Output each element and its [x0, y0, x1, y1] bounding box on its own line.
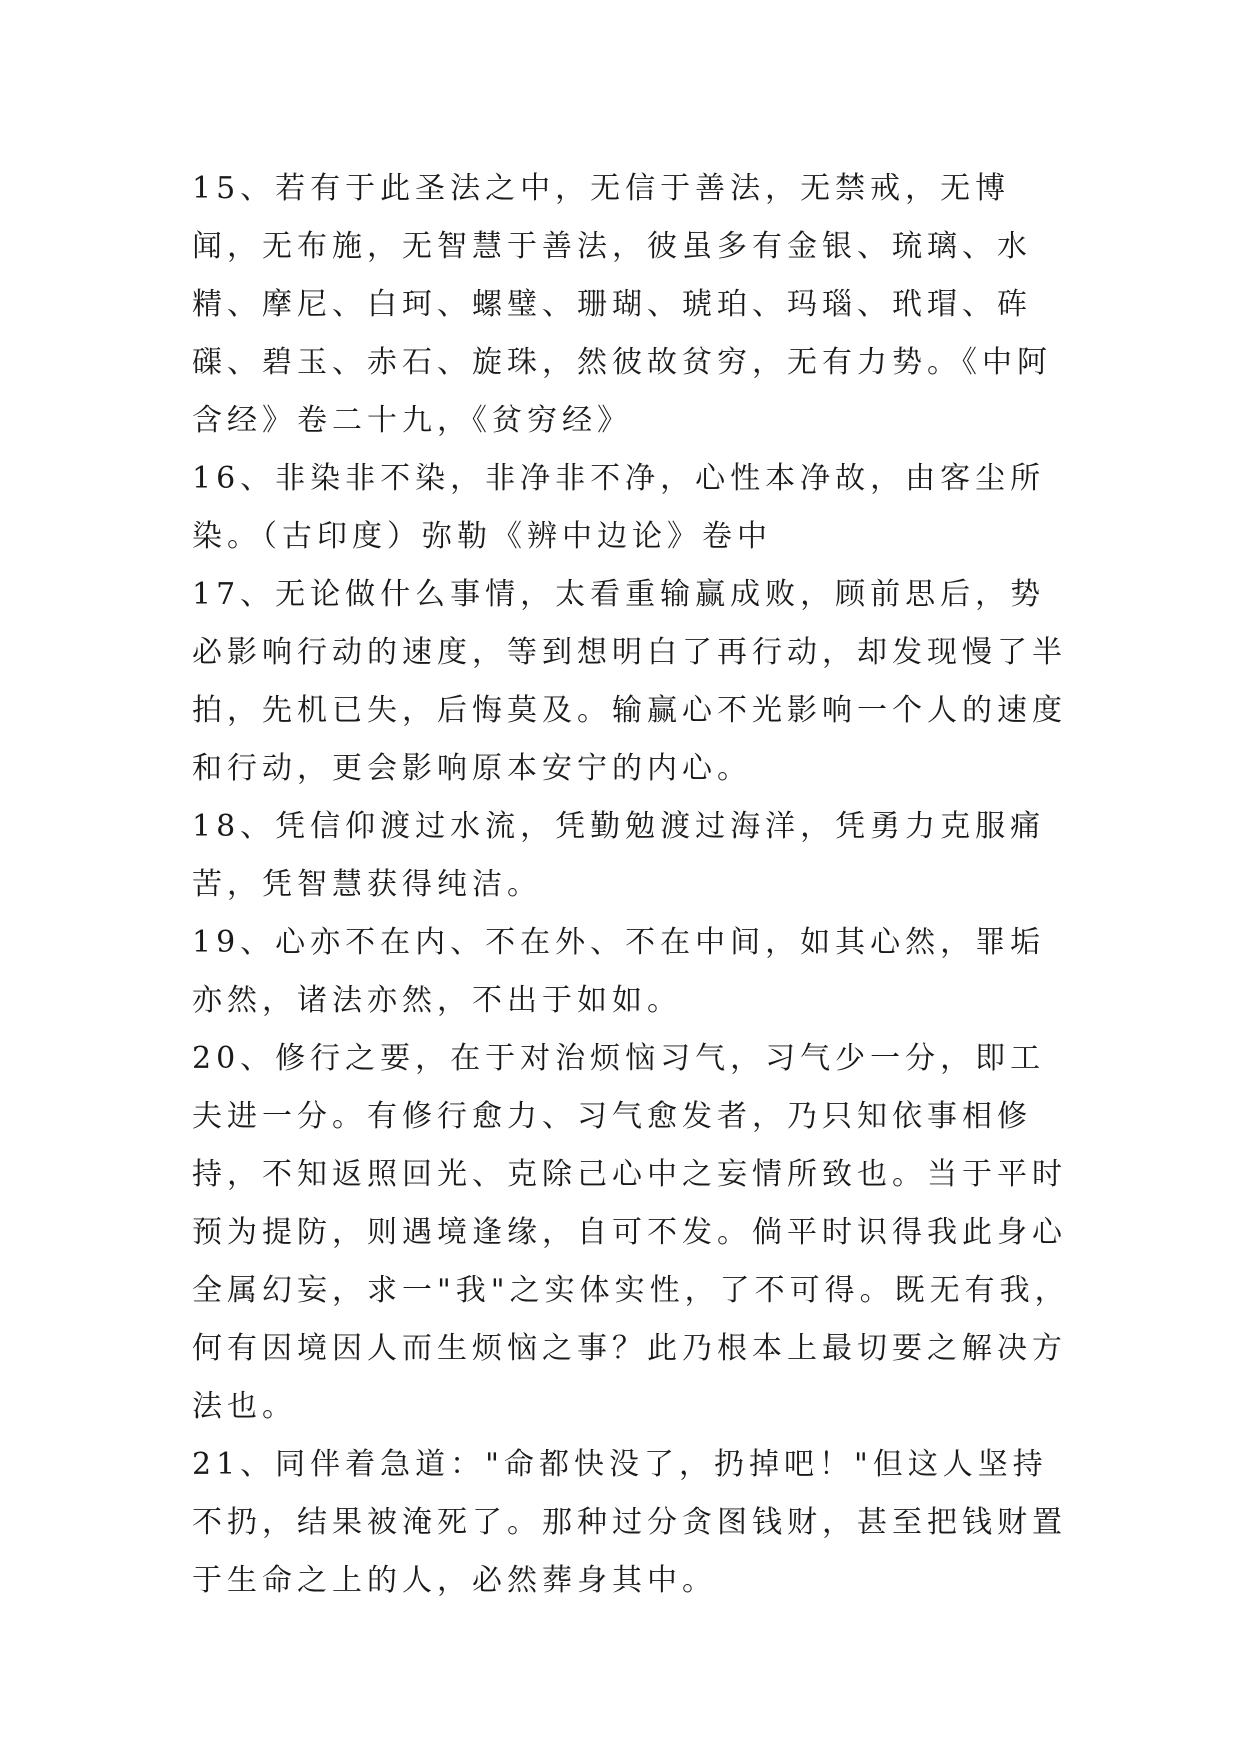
- paragraph-18: 18、凭信仰渡过水流，凭勤勉渡过海洋，凭勇力克服痛苦，凭智慧获得纯洁。: [192, 809, 1046, 902]
- paragraph-20: 20、修行之要，在于对治烦恼习气，习气少一分，即工夫进一分。有修行愈力、习气愈发者，乃只知依事相修持，不知返照回光、克除己心中之妄情所致也。当于平时预为提防，则遇境逢缘，自可不发。倘平时识得我此身心全属幻妄，求一"我"之实体实性，了不可得。既无有我，何有因境因人而生烦恼之事？此乃根本上最切要之解决方法也。: [192, 1041, 1070, 1424]
- paragraph-17: 17、无论做什么事情，太看重输赢成败，顾前思后，势必影响行动的速度，等到想明白了再行动，却发现慢了半拍，先机已失，后悔莫及。输赢心不光影响一个人的速度和行动，更会影响原本安宁的内心。: [192, 577, 1067, 786]
- paragraph-16: 16、非染非不染，非净非不净，心性本净故，由客尘所染。（古印度）弥勒《辨中边论》卷中: [192, 461, 1046, 554]
- paragraph-19: 19、心亦不在内、不在外、不在中间，如其心然，罪垢亦然，诸法亦然，不出于如如。: [192, 925, 1046, 1018]
- document-page: [192, 160, 1072, 1610]
- paragraph-21: 21、同伴着急道："命都快没了，扔掉吧！"但这人坚持不扔，结果被淹死了。那种过分贪图钱财，甚至把钱财置于生命之上的人，必然葬身其中。: [192, 1447, 1067, 1598]
- paragraph-15: 15、若有于此圣法之中，无信于善法，无禁戒，无博闻，无布施，无智慧于善法，彼虽多有金银、琉璃、水精、摩尼、白珂、螺璧、珊瑚、琥珀、玛瑙、玳瑁、砗磲、碧玉、赤石、旋珠，然彼故贫穷，无有力势。《中阿含经》卷二十九，《贫穷经》: [192, 171, 1052, 438]
